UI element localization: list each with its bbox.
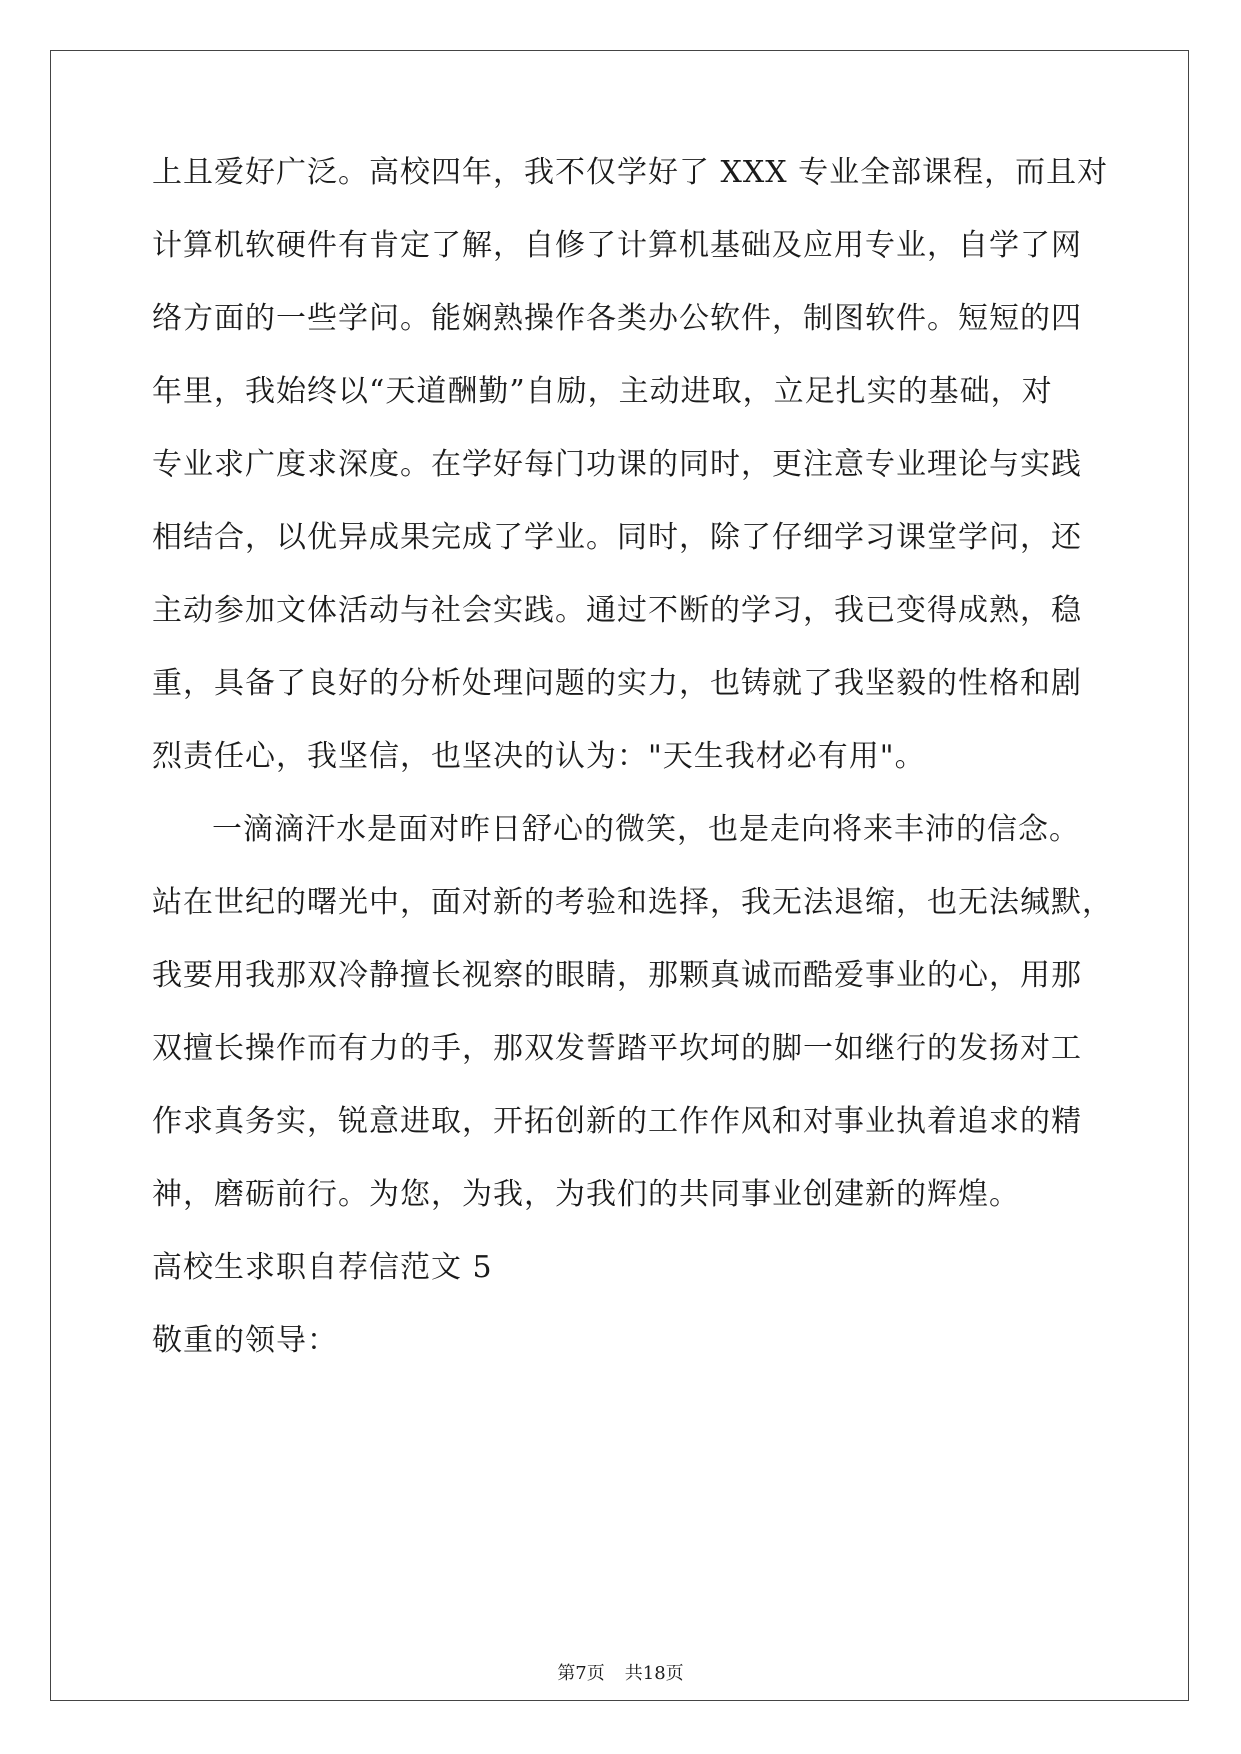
- text-line: 我要用我那双冷静擅长视察的眼睛，那颗真诚而酷爱事业的心，用那: [152, 958, 1082, 993]
- text-line: 作求真务实，锐意进取，开拓创新的工作作风和对事业执着追求的精: [152, 1104, 1082, 1139]
- text-line: 络方面的一些学问。能娴熟操作各类办公软件，制图软件。短短的四: [152, 301, 1082, 336]
- text-line: 站在世纪的曙光中，面对新的考验和选择，我无法退缩，也无法缄默，: [152, 885, 1113, 920]
- text-line: 烈责任心，我坚信，也坚决的认为："天生我材必有用"。: [152, 739, 926, 774]
- paragraph-start-line: 一滴滴汗水是面对昨日舒心的微笑，也是走向将来丰沛的信念。: [212, 812, 1080, 847]
- text-line: 重，具备了良好的分析处理问题的实力，也铸就了我坚毅的性格和剧: [152, 666, 1082, 701]
- text-line: 相结合，以优异成果完成了学业。同时，除了仔细学习课堂学问，还: [152, 520, 1082, 555]
- page-footer: [0, 1662, 1241, 1686]
- text-line: 主动参加文体活动与社会实践。通过不断的学习，我已变得成熟，稳: [152, 593, 1082, 628]
- section-heading: 高校生求职自荐信范文 5: [152, 1250, 493, 1285]
- page-total: 共18页: [624, 1663, 684, 1684]
- page-number: 第7页: [557, 1663, 605, 1684]
- text-line: 专业求广度求深度。在学好每门功课的同时，更注意专业理论与实践: [152, 447, 1082, 482]
- text-line: 双擅长操作而有力的手，那双发誓踏平坎坷的脚一如继行的发扬对工: [152, 1031, 1082, 1066]
- text-line: 神，磨砺前行。为您，为我，为我们的共同事业创建新的辉煌。: [152, 1177, 1020, 1212]
- text-line: 年里，我始终以“天道酬勤”自励，主动进取，立足扎实的基础，对: [152, 374, 1053, 409]
- salutation: 敬重的领导：: [152, 1323, 338, 1358]
- text-line: 计算机软硬件有肯定了解，自修了计算机基础及应用专业，自学了网: [152, 228, 1082, 263]
- page-frame: [50, 50, 1189, 1701]
- text-line: 上且爱好广泛。高校四年，我不仅学好了 XXX 专业全部课程，而且对: [152, 155, 1109, 190]
